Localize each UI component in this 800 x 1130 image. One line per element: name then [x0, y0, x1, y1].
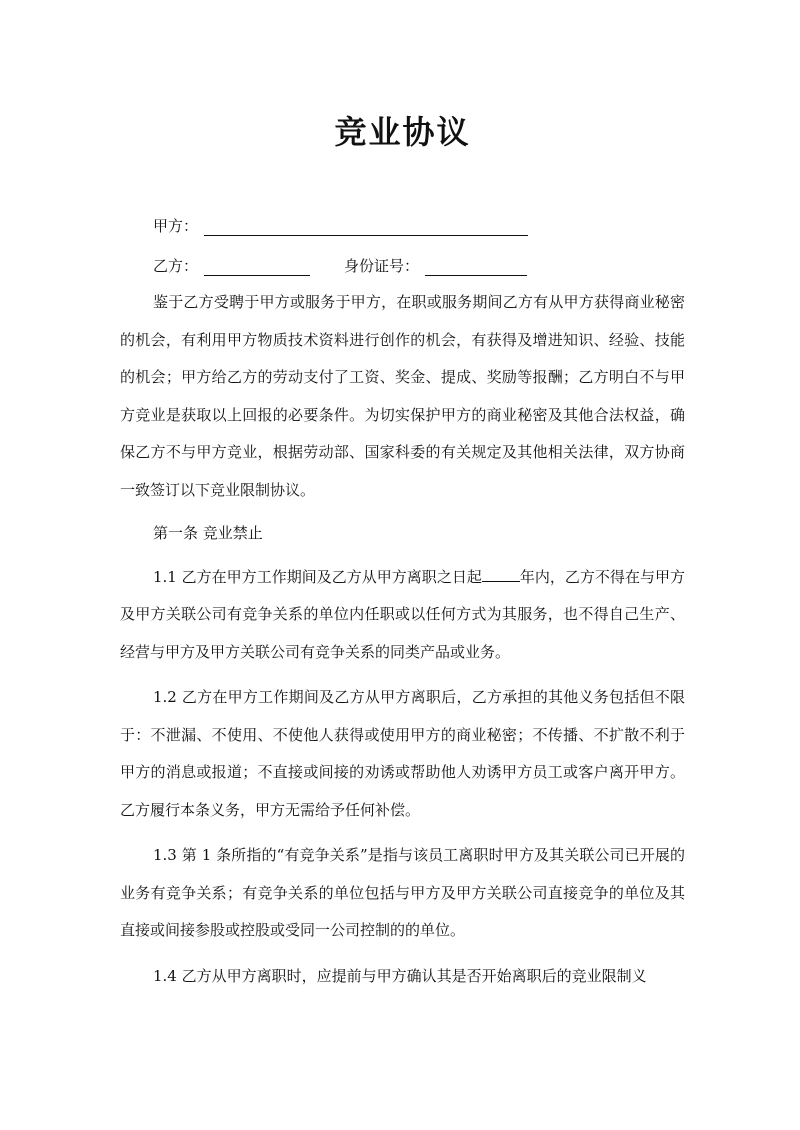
clause-1-1-text-after: 年内，乙方不得在与甲方及甲方关联公司有竞争关系的单位内任职或以任何方式为其服务，也不得自己生产、经营与甲方及甲方关联公司有竞争关系的同类产品或业务。	[120, 567, 685, 661]
id-number-blank	[425, 257, 527, 276]
clause-1-2: 1.2 乙方在甲方工作期间及乙方从甲方离职后，乙方承担的其他义务包括但不限于：不泄漏、不使用、不使他人获得或使用甲方的商业秘密；不传播、不扩散不利于甲方的消息或报道；不直接或间接的劝诱或帮助他人劝诱甲方员工或客户离开甲方。乙方履行本条义务，甲方无需给予任何补偿。	[120, 688, 685, 819]
clause-1-3: 1.3 第 1 条所指的“有竞争关系”是指与该员工离职时甲方及其关联公司已开展的业务有竞争关系；有竞争关系的单位包括与甲方及甲方关联公司直接竞争的单位及其直接或间接参股或控股或受同一公司控制的的单位。	[120, 846, 685, 939]
party-a-row	[120, 196, 685, 236]
party-b-blank	[204, 257, 310, 276]
preamble-paragraph: 鉴于乙方受聘于甲方或服务于甲方，在职或服务期间乙方有从甲方获得商业秘密的机会，有利用甲方物质技术资料进行创作的机会，有获得及增进知识、经验、技能的机会；甲方给乙方的劳动支付了工资、奖金、提成、奖励等报酬；乙方明白不与甲方竞业是获取以上回报的必要条件。为切实保护甲方的商业秘密及其他合法权益，确保乙方不与甲方竞业，根据劳动部、国家科委的有关规定及其他相关法律，双方协商一致签订以下竞业限制协议。	[120, 293, 685, 499]
section-1-heading: 第一条 竞业禁止	[153, 524, 263, 542]
party-a-label: 甲方：	[153, 217, 199, 235]
party-b-label: 乙方：	[153, 257, 199, 275]
clause-1-1-text-before: 1.1 乙方在甲方工作期间及乙方从甲方离职之日起	[153, 567, 482, 586]
clause-1-4: 1.4 乙方从甲方离职时，应提前与甲方确认其是否开始离职后的竞业限制义	[153, 966, 647, 985]
years-blank	[482, 565, 520, 582]
party-b-row	[120, 236, 685, 276]
document-title: 竞业协议	[334, 113, 471, 151]
clause-1-1	[120, 559, 685, 672]
party-a-blank	[204, 217, 528, 236]
id-number-label: 身份证号：	[344, 257, 420, 275]
